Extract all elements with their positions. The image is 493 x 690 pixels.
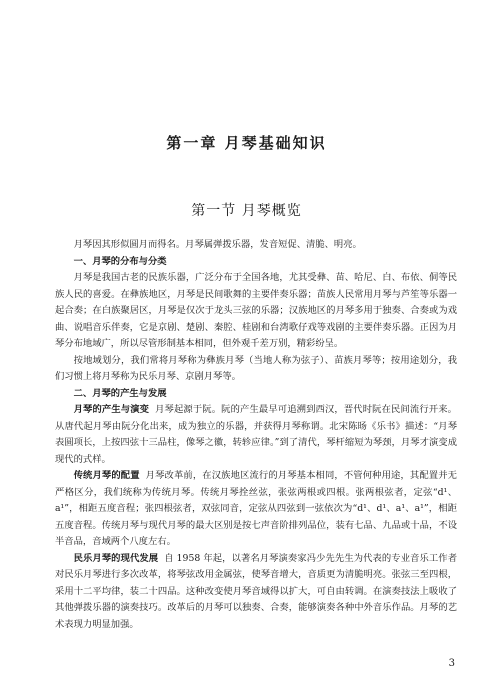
intro-paragraph: 月琴因其形似圆月而得名。月琴属弹拨乐器，发音短促、清脆、明亮。 (73, 239, 362, 250)
runin-heading-traditional: 传统月琴的配置 (73, 470, 140, 481)
paragraph-modern (55, 551, 457, 634)
page-number: 3 (448, 658, 455, 669)
paragraph-traditional-text: 月琴改革前，在汉族地区流行的月琴基本相同，不管何种用途，其配置并无严格区分，我们统称为传统月琴。传统月琴拴丝弦，张弦两根或四根。张两根弦者，定弦“d¹、a¹”，相距五度音程；张四根弦者，双弦同音，定弦从四弦到一弦依次为“d¹、d¹、a¹、a¹”，相距五度音程。传统月琴与现代月琴的最大区别是按七声音阶排列品位，装有七品、九品或十品，不设半音品，音域两个八度左右。 (55, 470, 457, 547)
paragraph-distribution: 月琴是我国古老的民族乐器，广泛分布于全国各地，尤其受彝、苗、哈尼、白、布依、侗等民族人民的喜爱。在彝族地区，月琴是民间歌舞的主要伴奏乐器；苗族人民常用月琴与芦笙等乐器一起合奏；在白族聚居区，月琴是仅次于龙头三弦的乐器；汉族地区的月琴多用于独奏、合奏或为戏曲、说唱音乐伴奏，它是京剧、楚剧、秦腔、桂剧和台湾歌仔戏等戏剧的主要伴奏乐器。正因为月琴分布地域广，所以尽管形制基本相同，但外观千差万别，精彩纷呈。 (55, 272, 457, 349)
body-text (55, 237, 457, 633)
section-title: 第一节 月琴概览 (191, 203, 302, 219)
paragraph-origin (55, 402, 457, 468)
paragraph-traditional (55, 468, 457, 551)
subsection-heading-distribution: 一、月琴的分布与分类 (73, 255, 167, 267)
paragraph-classification: 按地域划分，我们常将月琴称为彝族月琴（当地人称为弦子）、苗族月琴等；按用途划分，我们习惯上将月琴称为民乐月琴、京剧月琴等。 (55, 354, 457, 382)
paragraph-origin-text: 月琴起源于阮。阮的产生最早可追溯到西汉，晋代时阮在民间流行开来。从唐代起月琴由阮分化出来，成为独立的乐器，并获得月琴称谓。北宋陈旸《乐书》描述：“月琴表圆项长，上按四弦十三品柱，像琴之徽，转轸应律。”到了清代，琴杆缩短为琴颈，月琴才演变成现代的式样。 (55, 404, 457, 465)
chapter-title: 第一章 月琴基础知识 (166, 134, 327, 152)
runin-heading-modern: 民乐月琴的现代发展 (73, 552, 159, 564)
runin-heading-origin: 月琴的产生与演变 (73, 404, 150, 415)
paragraph-modern-text: 自 1958 年起，以著名月琴演奏家冯少先先生为代表的专业音乐工作者对民乐月琴进行多次改革，将琴弦改用金属弦，使琴音增大，音质更为清脆明亮。张弦三至四根，采用十二平均律，装二十四品。这种改变使月琴音域得以扩大，可自由转调。在演奏技法上吸收了其他弹拨乐器的演奏技巧。改革后的月琴可以独奏、合奏，能够演奏各种中外音乐作品。月琴的艺术表现力明显加强。 (55, 552, 457, 630)
subsection-heading-origin: 二、月琴的产生与发展 (73, 387, 167, 399)
